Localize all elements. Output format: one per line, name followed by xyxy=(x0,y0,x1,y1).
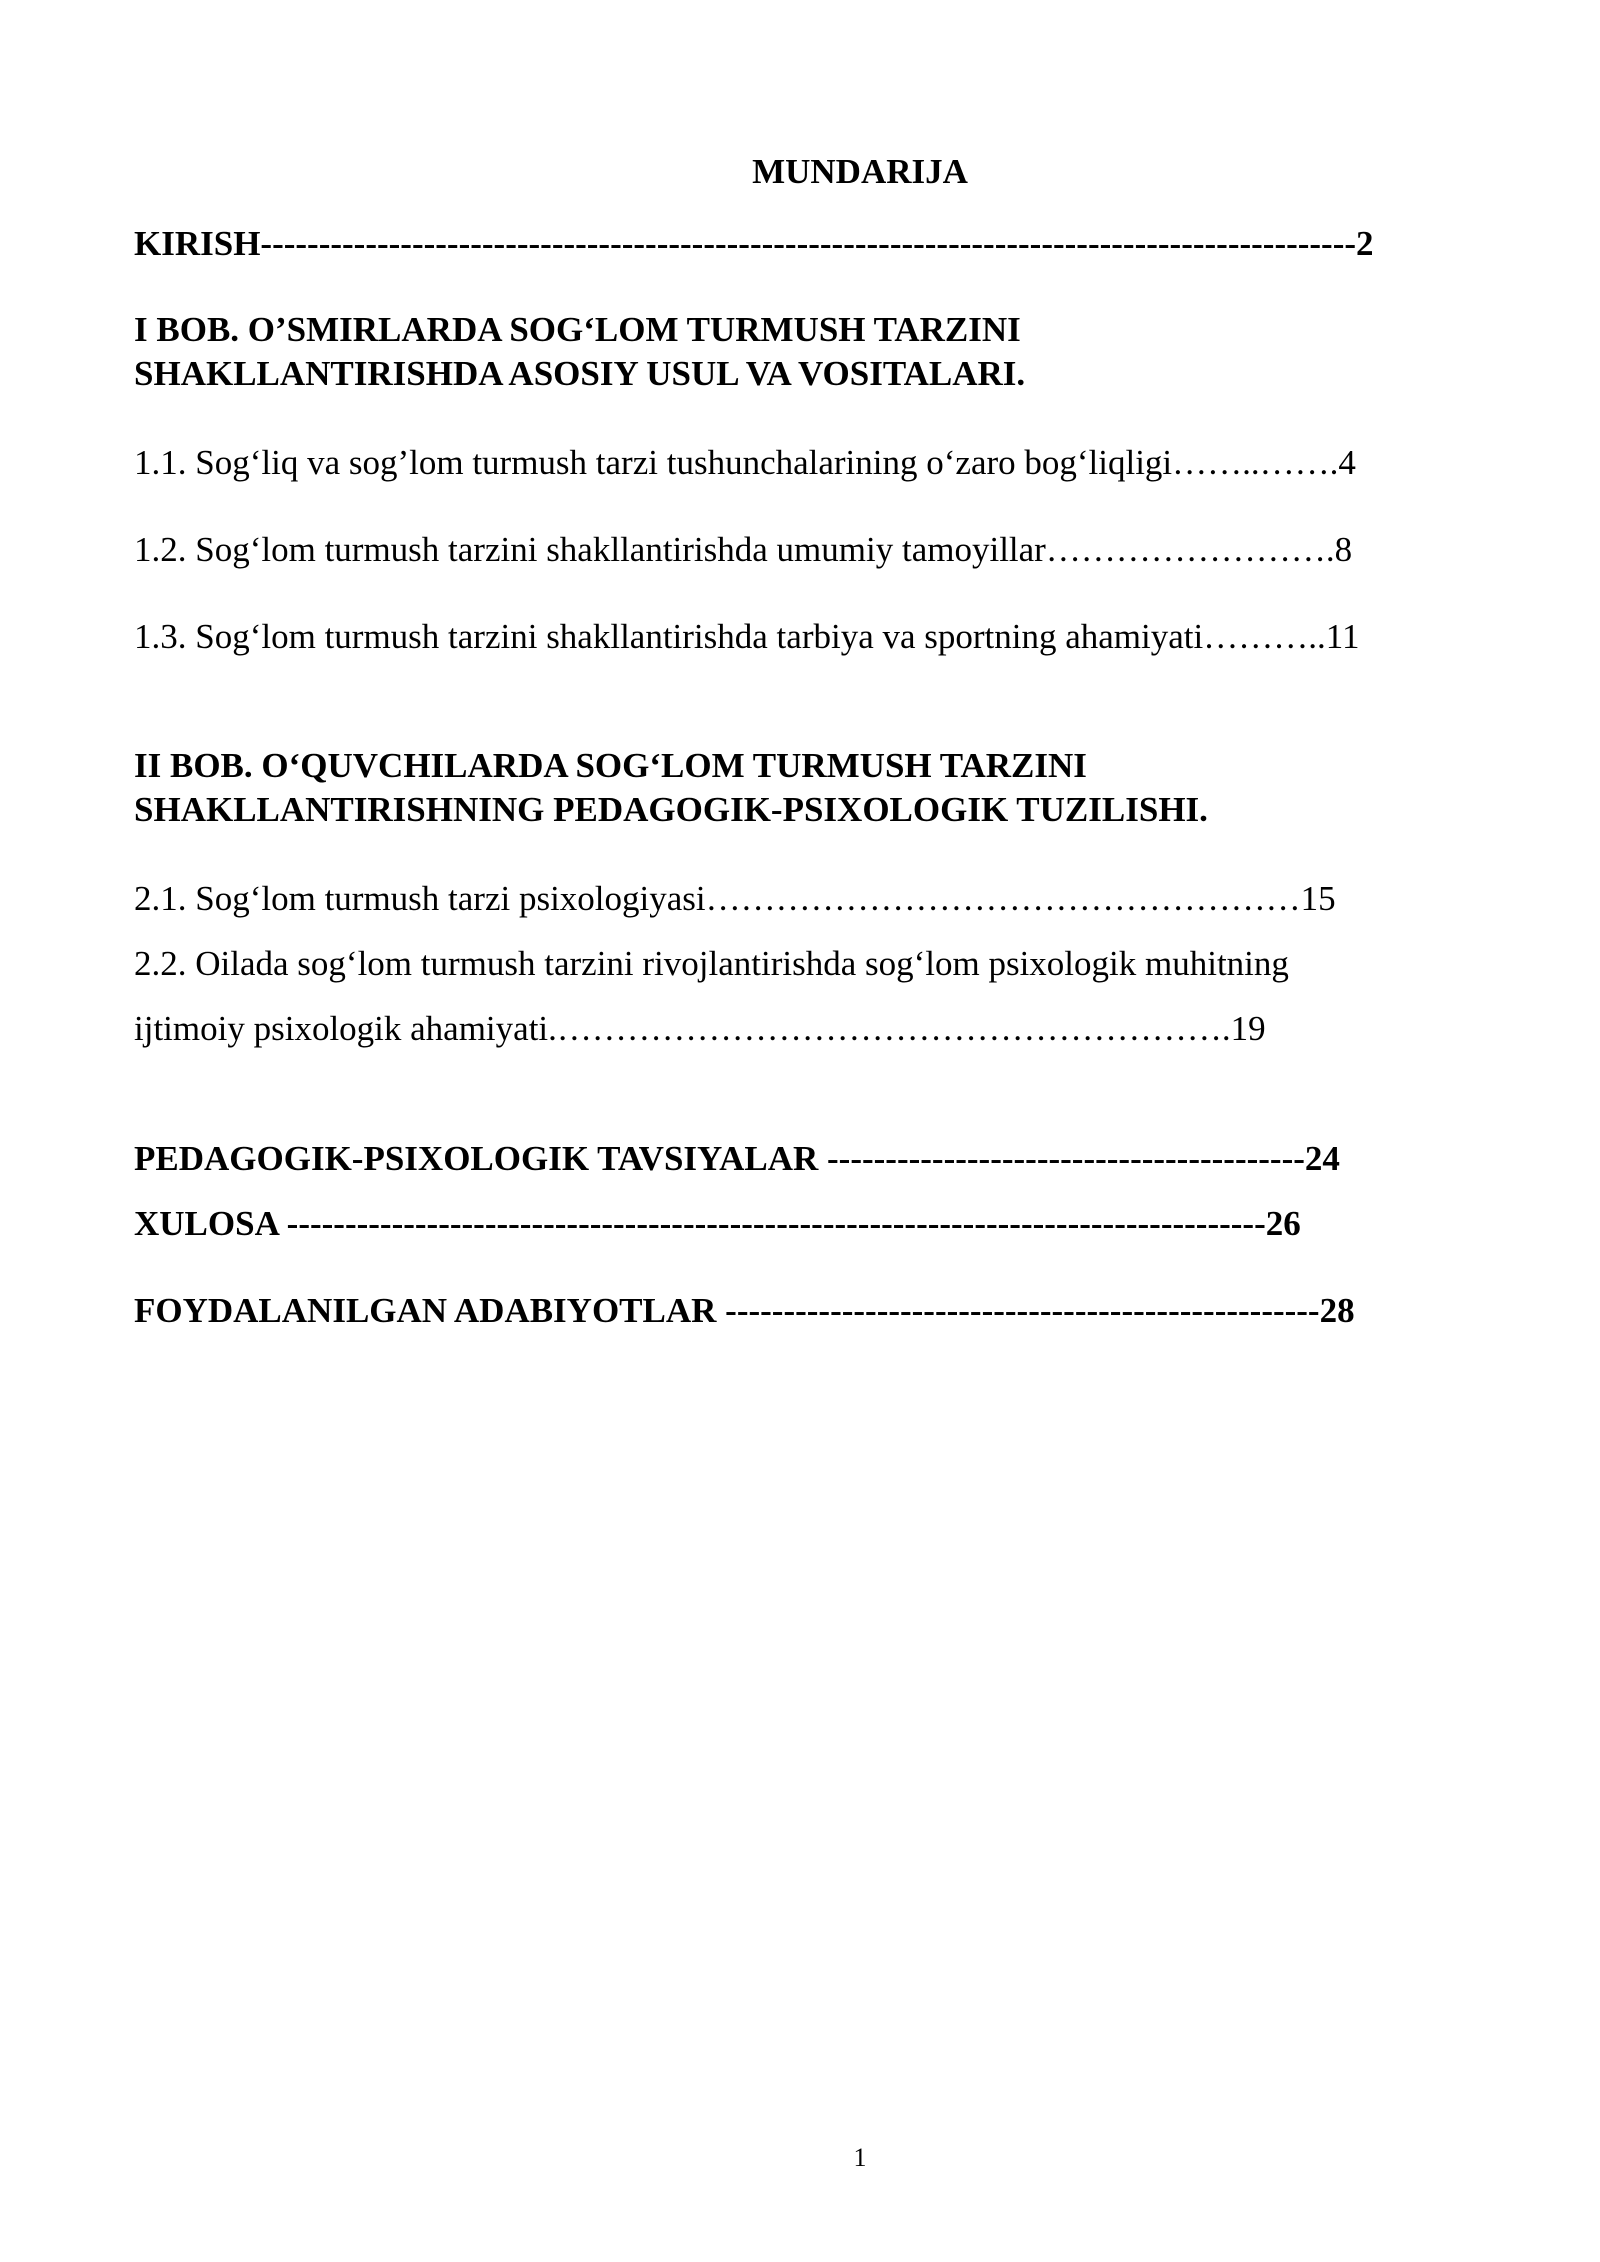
toc-entry-kirish: KIRISH----------------------------------------------------------------------------------------------2 xyxy=(134,224,1374,263)
toc-chapter-1-line-1: I BOB. O’SMIRLARDA SOG‘LOM TURMUSH TARZINI xyxy=(134,310,1021,349)
toc-section-1-2: 1.2. Sog‘lom turmush tarzini shakllantirishda umumiy tamoyillar…………………….8 xyxy=(134,530,1353,569)
toc-section-1-3: 1.3. Sog‘lom turmush tarzini shakllantirishda tarbiya va sportning ahamiyati………..11 xyxy=(134,617,1360,656)
toc-chapter-2-line-2: SHAKLLANTIRISHNING PEDAGOGIK-PSIXOLOGIK TUZILISHI. xyxy=(134,790,1208,829)
toc-section-2-2-line-2: ijtimoiy psixologik ahamiyati.………………………………………………….19 xyxy=(134,1009,1266,1048)
page-title: MUNDARIJA xyxy=(752,152,968,191)
page-number: 1 xyxy=(853,2143,867,2172)
toc-chapter-1-line-2: SHAKLLANTIRISHDA ASOSIY USUL VA VOSITALARI. xyxy=(134,354,1026,393)
toc-section-1-1: 1.1. Sog‘liq va sog’lom turmush tarzi tushunchalarining o‘zaro bog‘liqligi……..…….4 xyxy=(134,443,1356,482)
toc-section-2-2-line-1: 2.2. Oilada sog‘lom turmush tarzini rivojlantirishda sog‘lom psixologik muhitning xyxy=(134,944,1289,983)
toc-entry-xulosa: XULOSA ------------------------------------------------------------------------------------26 xyxy=(134,1204,1301,1243)
toc-entry-adabiyotlar: FOYDALANILGAN ADABIYOTLAR ---------------------------------------------------28 xyxy=(134,1291,1355,1330)
toc-entry-tavsiyalar: PEDAGOGIK-PSIXOLOGIK TAVSIYALAR -----------------------------------------24 xyxy=(134,1139,1340,1178)
toc-section-2-1: 2.1. Sog‘lom turmush tarzi psixologiyasi……………………………………………15 xyxy=(134,879,1336,918)
toc-chapter-2-line-1: II BOB. O‘QUVCHILARDA SOG‘LOM TURMUSH TARZINI xyxy=(134,746,1087,785)
